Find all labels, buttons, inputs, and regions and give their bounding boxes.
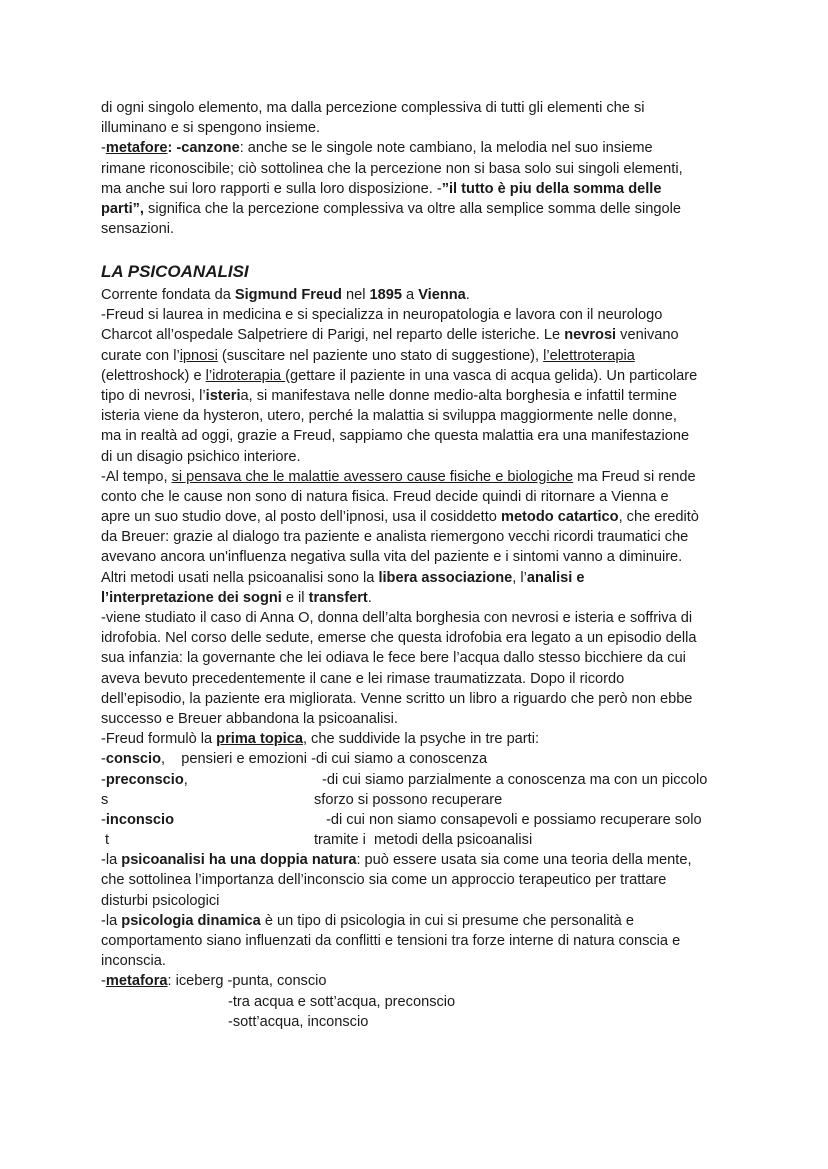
text-line — [101, 810, 702, 830]
text-line — [101, 709, 699, 729]
text-line — [101, 790, 699, 810]
text-line — [101, 1012, 699, 1032]
text-segment: , che suddivide la psyche in tre parti: — [302, 731, 540, 748]
text-line — [101, 487, 699, 507]
bold-text: prima topica — [216, 731, 303, 748]
text-segment: -Freud formulò la — [101, 731, 217, 748]
text-line — [101, 118, 683, 138]
underlined-text: l’idroterapia — [205, 367, 286, 384]
text-line — [101, 749, 699, 769]
text-line — [101, 426, 699, 446]
text-line — [101, 588, 699, 608]
text-segment: a, si manifestava nelle donne medio-alta borghesia e infattil termine — [240, 387, 677, 404]
text-segment: - — [101, 140, 106, 157]
text-segment: aveva bevuto precedentemente il cane e lei rimase traumatizzata. Dopo il ricordo — [101, 670, 625, 687]
text-segment: inconscia. — [101, 953, 166, 970]
psicoanalisi-body — [101, 285, 708, 1032]
text-line — [101, 366, 699, 386]
text-segment: - — [101, 751, 106, 768]
text-line — [101, 850, 699, 870]
text-line — [101, 931, 699, 951]
text-segment: e il — [281, 589, 309, 606]
text-segment: dell’episodio, la paziente era migliorata. Venne scritto un libro a riguardo che però non ebbe — [101, 690, 693, 707]
text-segment: nel — [341, 287, 370, 303]
text-segment: -la — [101, 852, 122, 869]
text-segment: ma in realtà ad oggi, grazie a Freud, sappiamo che questa malattia era una manifestazione — [101, 428, 690, 445]
text-segment: (suscitare nel paziente uno stato di suggestione), — [217, 347, 544, 364]
bold-text: isteri — [205, 387, 241, 404]
text-segment: -Al tempo, — [101, 468, 172, 485]
bold-text: inconscio — [105, 811, 174, 828]
text-segment: (elettroshock) e — [101, 367, 206, 384]
text-line — [101, 179, 683, 199]
text-line — [101, 527, 699, 547]
text-segment: conto che le cause non sono di natura fisica. Freud decide quindi di ritornare a Vienna e — [101, 488, 669, 505]
text-line — [101, 285, 699, 305]
bold-text: Vienna — [418, 287, 466, 303]
text-line — [101, 628, 699, 648]
text-segment: ma anche sui loro rapporti e sulla loro disposizione. - — [101, 180, 442, 197]
text-segment: tramite i metodi della psicoanalisi — [314, 832, 533, 849]
text-segment: -di cui non siamo consapevoli e possiamo recuperare solo — [326, 811, 702, 828]
text-segment: da Breuer: grazie al dialogo tra paziente e analista riemergono vecchi ricordi traumatici che — [101, 529, 689, 546]
text-segment: sua infanzia: la governante che lei odiava le fece bere l’acqua dallo stesso bicchiere da cui — [101, 650, 686, 667]
text-line — [101, 951, 699, 971]
text-segment: . — [367, 589, 372, 606]
bold-text: Sigmund Freud — [234, 287, 342, 303]
text-segment: successo e Breuer abbandona la psicoanalisi. — [101, 710, 398, 727]
text-segment: sforzo si possono recuperare — [314, 791, 503, 808]
section-heading: LA PSICOANALISI — [101, 262, 249, 281]
underlined-text: ipnosi — [179, 347, 218, 364]
text-segment: -viene studiato il caso di Anna O, donna dell’alta borghesia con nevrosi e isteria e soffriva di — [101, 610, 693, 626]
text-line — [101, 568, 699, 588]
text-segment: curate con l’ — [101, 347, 180, 364]
text-segment: - — [101, 973, 106, 990]
text-segment: sensazioni. — [101, 221, 175, 238]
text-line — [101, 447, 699, 467]
text-segment: : può essere usata sia come una teoria della mente, — [356, 852, 692, 869]
text-segment: -di cui siamo parzialmente a conoscenza ma con un piccolo — [322, 771, 708, 788]
text-line — [101, 648, 699, 668]
text-line — [101, 608, 699, 628]
text-segment: avevano ancora un'influenza negativa sulla vita del paziente e i sintomi vanno a diminuire. — [101, 549, 683, 566]
bold-text: psicologia dinamica — [121, 912, 261, 929]
text-segment: , pensieri e emozioni -di cui siamo a conoscenza — [161, 751, 488, 768]
text-line — [101, 911, 699, 931]
text-segment: isteria viene da hysteron, utero, perché la malattia si sviluppa maggiormente nelle donne, — [101, 408, 677, 425]
text-segment: illuminano e si spengono insieme. — [101, 120, 321, 137]
bold-text: conscio — [105, 751, 162, 768]
bold-text: metafore — [105, 140, 168, 157]
bold-text: transfert — [308, 589, 368, 606]
text-line — [101, 386, 699, 406]
text-line — [101, 305, 699, 325]
text-segment: ma Freud si rende — [573, 468, 696, 485]
text-line — [101, 507, 699, 527]
text-segment: - — [101, 811, 106, 828]
text-segment: che sottolinea l’importanza dell’inconscio sia come un approccio terapeutico per trattare — [101, 872, 667, 889]
bold-text: 1895 — [369, 287, 402, 303]
bold-text: parti”, — [101, 200, 144, 217]
underlined-text: si pensava che le malattie avessero cause fisiche e biologiche — [171, 468, 574, 485]
text-line — [101, 159, 683, 179]
text-line — [101, 971, 699, 991]
text-segment: . — [465, 287, 470, 303]
text-segment: Altri metodi usati nella psicoanalisi sono la — [101, 569, 379, 586]
text-segment: : anche se le singole note cambiano, la melodia nel suo insieme — [239, 140, 653, 157]
bold-text: metodo catartico — [500, 509, 619, 526]
text-segment: , — [183, 771, 188, 788]
text-line — [101, 219, 683, 239]
text-line — [101, 346, 699, 366]
text-segment: tipo di nevrosi, l’ — [101, 387, 206, 404]
intro-paragraphs — [101, 98, 683, 239]
text-line — [101, 830, 699, 850]
text-segment: - — [101, 771, 106, 788]
text-line — [101, 669, 699, 689]
text-segment: a — [401, 287, 419, 303]
text-line — [101, 98, 683, 118]
text-line — [101, 467, 699, 487]
text-line — [101, 547, 699, 567]
text-line — [101, 992, 699, 1012]
text-segment: -tra acqua e sott’acqua, preconscio — [228, 993, 456, 1010]
text-segment: è un tipo di psicologia in cui si presume che personalità e — [260, 912, 634, 929]
bold-text: nevrosi — [564, 327, 617, 344]
text-line — [101, 199, 683, 219]
text-segment: -Freud si laurea in medicina e si specializza in neuropatologia e lavora con il neurologo — [101, 307, 663, 324]
text-segment: , l’ — [512, 569, 527, 586]
text-segment: , che ereditò — [618, 509, 699, 526]
text-segment: : iceberg -punta, conscio — [167, 973, 327, 990]
text-segment: -la — [101, 912, 122, 929]
text-line — [101, 891, 699, 911]
text-segment: t — [101, 832, 110, 849]
text-segment: Corrente fondata da — [101, 287, 235, 303]
text-line — [101, 689, 699, 709]
bold-text: metafora — [105, 973, 168, 990]
text-segment: idrofobia. Nel corso delle sedute, emerse che questa idrofobia era legato a un episodio della — [101, 630, 697, 647]
text-line — [101, 138, 683, 158]
text-segment: Charcot all’ospedale Salpetriere di Parigi, nel reparto delle isteriche. Le — [101, 327, 565, 344]
text-segment: disturbi psicologici — [101, 892, 220, 909]
bold-text: preconscio — [105, 771, 184, 788]
text-line — [101, 406, 699, 426]
text-segment: rimane riconoscibile; ciò sottolinea che la percezione non si basa solo sui singoli elementi, — [101, 160, 683, 177]
text-segment: (gettare il paziente in una vasca di acqua gelida). Un particolare — [285, 367, 698, 384]
text-line — [101, 729, 699, 749]
underlined-text: l’elettroterapia — [543, 347, 635, 364]
text-segment: venivano — [616, 327, 679, 344]
text-line — [101, 870, 699, 890]
text-segment: comportamento siano influenzati da conflitti e tensioni tra forze interne di natura conscia e — [101, 933, 681, 949]
text-segment: s — [101, 791, 109, 808]
bold-text: ”il tutto è piu della somma delle — [441, 180, 662, 197]
bold-text: psicoanalisi ha una doppia natura — [121, 852, 357, 869]
text-segment: apre un suo studio dove, al posto dell’ipnosi, usa il cosiddetto — [101, 509, 501, 526]
text-segment: -sott’acqua, inconscio — [228, 1013, 369, 1030]
text-segment: di un disagio psichico interiore. — [101, 448, 301, 465]
text-segment: di ogni singolo elemento, ma dalla percezione complessiva di tutti gli elementi che si — [101, 100, 645, 116]
text-segment: significa che la percezione complessiva va oltre alla semplice somma delle singole — [143, 200, 681, 217]
bold-text: : -canzone — [167, 140, 240, 157]
bold-text: l’interpretazione dei sogni — [101, 589, 282, 606]
bold-text: analisi e — [526, 569, 585, 586]
bold-text: libera associazione — [378, 569, 513, 586]
text-line — [101, 325, 699, 345]
text-line — [101, 770, 708, 790]
